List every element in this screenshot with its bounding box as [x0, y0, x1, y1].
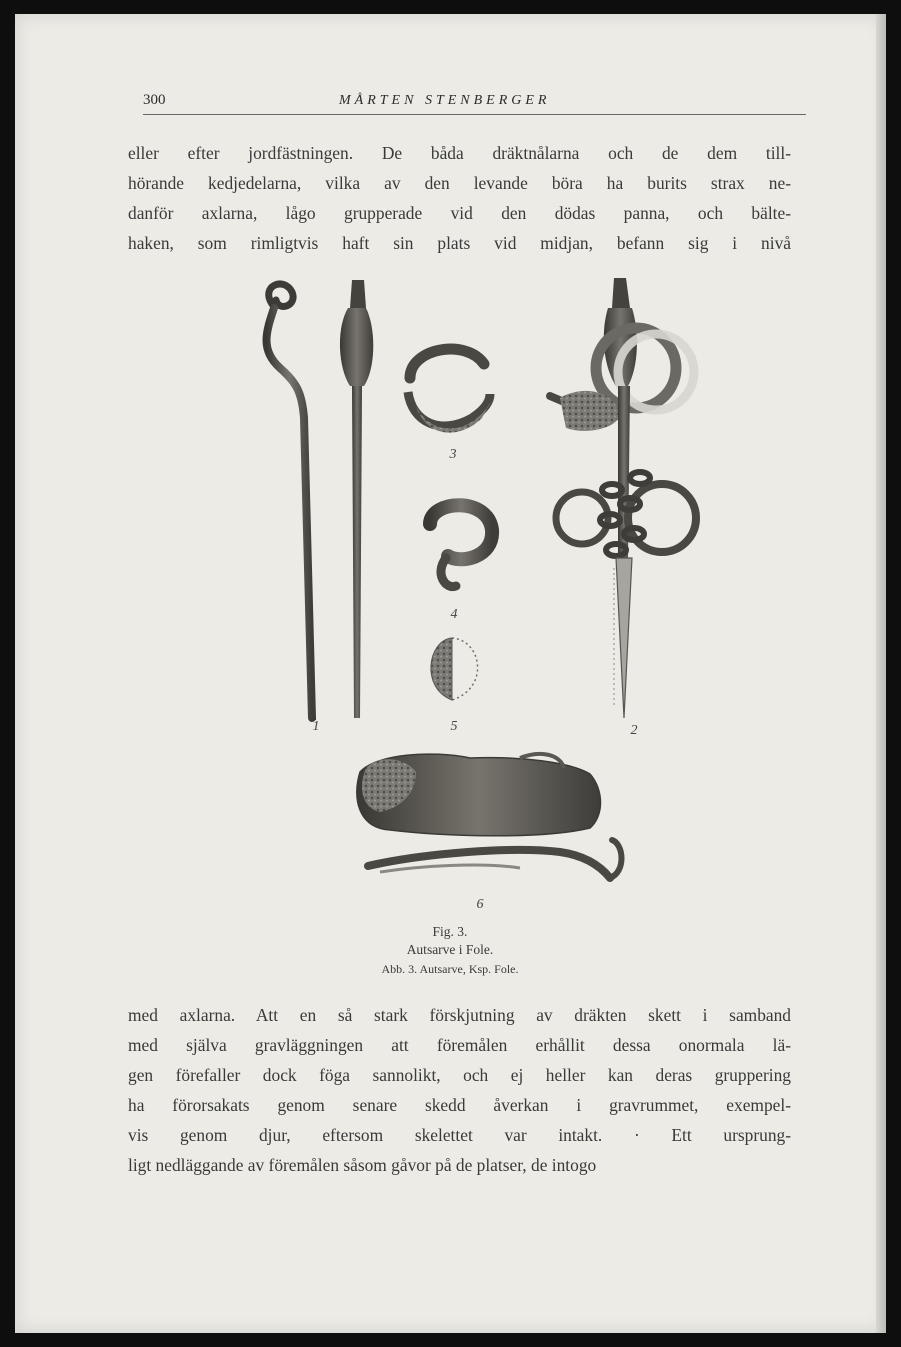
text-line: med axlarna. Att en så stark förskjutning av dräkten skett i samband	[128, 1005, 791, 1025]
figure-label-3: 3	[449, 447, 457, 462]
belt-hook-6	[357, 754, 622, 878]
text-line: ligt nedläggande av föremålen såsom gåvor på de platser, de intogo	[128, 1155, 597, 1175]
text-line: gen förefaller dock föga sannolikt, och ej heller kan deras gruppering	[128, 1065, 791, 1085]
text-line: ha förorsakats genom senare skedd åverkan i gravrummet, exempel-	[128, 1095, 791, 1115]
text-line: haken, som rimligtvis haft sin plats vid midjan, befann sig i nivå	[128, 233, 791, 253]
text-line: hörande kedjedelarna, vilka av den levande böra ha burits strax ne-	[128, 173, 791, 193]
text-line: vis genom djur, eftersom skelettet var intakt. · Ett ursprung-	[128, 1125, 791, 1145]
artifact-illustration	[220, 268, 700, 910]
artifact-figure	[220, 268, 700, 910]
page-spine-edge	[876, 14, 886, 1333]
running-title: MÅRTEN STENBERGER	[339, 93, 551, 108]
paragraph-bottom	[128, 1000, 791, 1180]
page-number: 300	[143, 92, 166, 108]
paragraph-top	[128, 138, 791, 258]
figure-label-5: 5	[450, 719, 458, 734]
disc-fragment-5	[431, 638, 478, 700]
figure-label-1: 1	[312, 719, 320, 734]
ring-pin-with-chain-2	[550, 278, 696, 718]
animal-head-pin	[340, 280, 373, 718]
chain-fragment-3	[408, 349, 492, 433]
figure-caption-abb: Abb. 3. Autsarve, Ksp. Fole.	[381, 962, 519, 976]
spiral-pin-1	[267, 284, 317, 718]
text-line: danför axlarna, lågo grupperade vid den dödas panna, och bälte-	[128, 203, 791, 223]
figure-label-6: 6	[476, 897, 484, 910]
figure-label-2: 2	[630, 723, 638, 738]
figure-caption-number: Fig. 3.	[432, 924, 468, 939]
figure-label-4: 4	[450, 607, 458, 622]
figure-caption-place: Autsarve i Fole.	[406, 942, 494, 957]
running-header	[143, 92, 806, 115]
ring-fragment-4	[430, 505, 492, 586]
text-line: med själva gravläggningen att föremålen erhållit dessa onormala lä-	[128, 1035, 791, 1055]
text-line: eller efter jordfästningen. De båda dräktnålarna och de dem till-	[128, 143, 791, 163]
